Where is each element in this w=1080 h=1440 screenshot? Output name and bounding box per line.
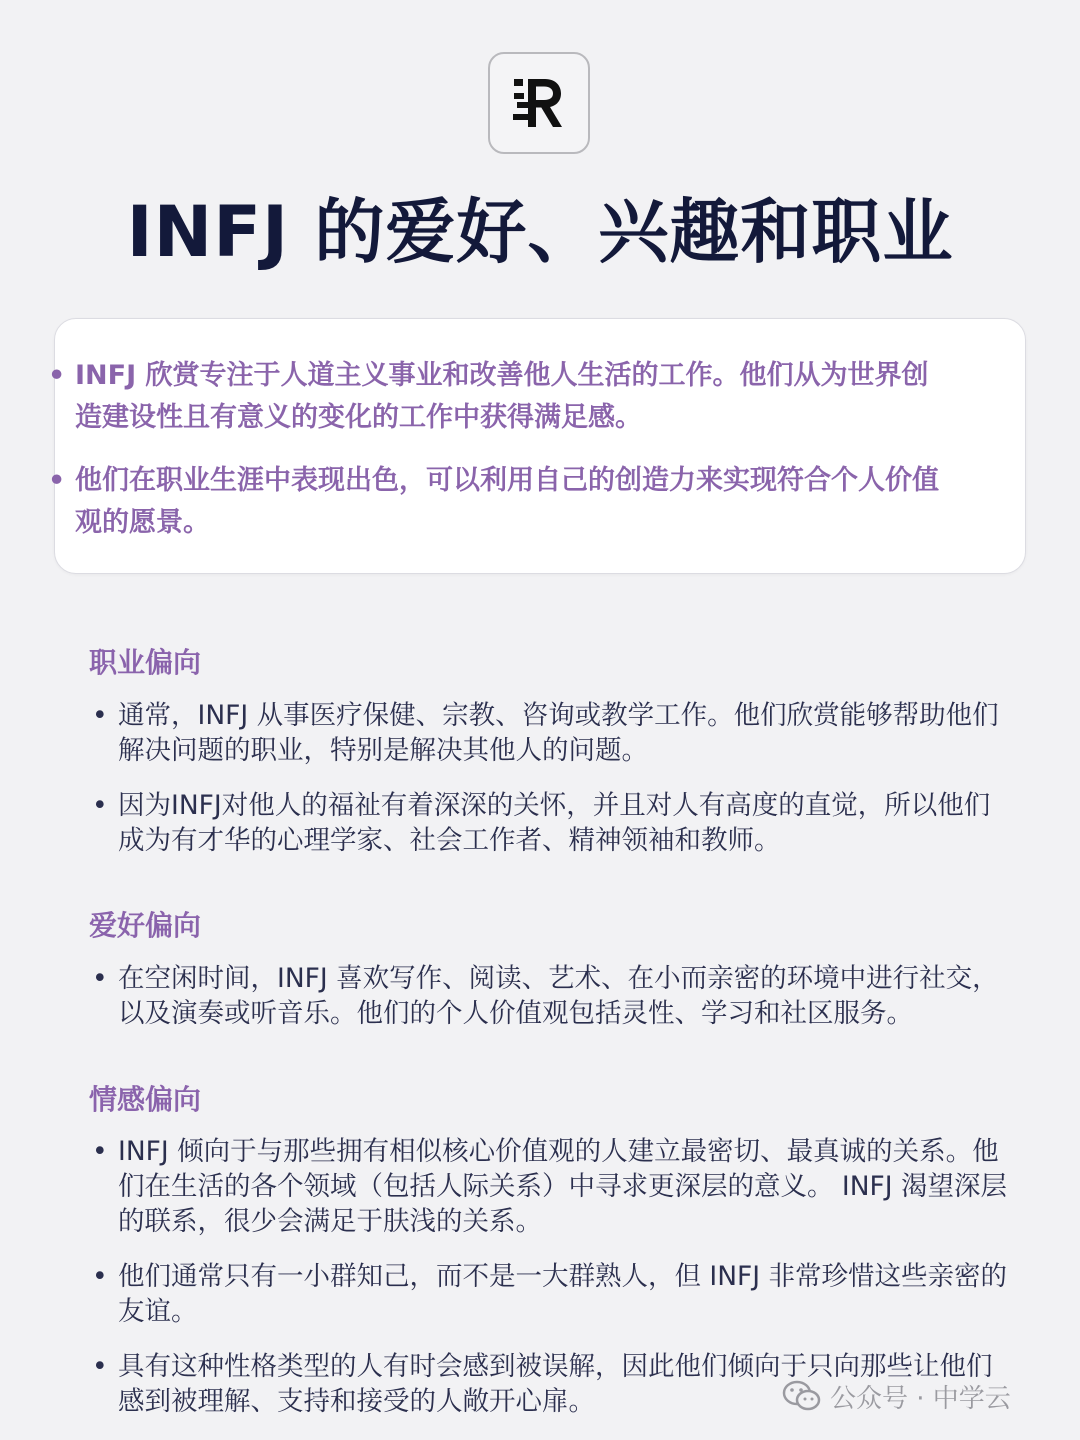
section-title-emotion: 情感偏向 [89,1083,202,1116]
list-item [92,961,1008,1031]
brand-logo [488,52,590,154]
wechat-icon [782,1379,822,1413]
bullet-dot: • [92,1261,108,1292]
watermark [782,1376,1011,1416]
list-item [92,1259,1008,1329]
summary-item-text: INFJ 欣赏专注于人道主义事业和改善他人生活的工作。他们从为世界创造建设性且有意义的变化的工作中获得满足感。 [75,360,929,433]
bullet-dot: • [48,465,66,496]
section-title-career: 职业偏向 [89,646,202,679]
list-item-text: 因为INFJ对他人的福祉有着深深的关怀，并且对人有高度的直觉，所以他们成为有才华的心理学家、社会工作者、精神领袖和教师。 [118,790,991,856]
R-logo-icon [510,74,568,132]
summary-item [48,355,955,439]
bullet-dot: • [92,1136,108,1167]
bullet-dot: • [92,700,108,731]
list-item-text: 他们通常只有一小群知己，而不是一大群熟人，但 INFJ 非常珍惜这些亲密的友谊。 [118,1261,1008,1327]
bullet-dot: • [92,963,108,994]
bullet-dot: • [92,790,108,821]
list-item-text: 具有这种性格类型的人有时会感到被误解，因此他们倾向于只向那些让他们感到被理解、支持和接受的人敞开心扉。 [118,1351,993,1417]
watermark-text: 公众号 · 中学云 [830,1383,1011,1414]
list-item [92,788,1008,858]
section-title-hobby: 爱好偏向 [89,909,202,942]
list-item-text: 在空闲时间，INFJ 喜欢写作、阅读、艺术、在小而亲密的环境中进行社交，以及演奏或听音乐。他们的个人价值观包括灵性、学习和社区服务。 [118,963,999,1029]
list-item-text: 通常，INFJ 从事医疗保健、宗教、咨询或教学工作。他们欣赏能够帮助他们解决问题的职业，特别是解决其他人的问题。 [118,700,999,766]
page-title: INFJ 的爱好、兴趣和职业 [126,191,954,273]
list-item [92,698,1008,768]
list-item-text: INFJ 倾向于与那些拥有相似核心价值观的人建立最密切、最真诚的关系。他们在生活的各个领域（包括人际关系）中寻求更深层的意义。 INFJ 渴望深层的联系，很少会满足于肤浅的关系。 [118,1136,1008,1237]
summary-item-text: 他们在职业生涯中表现出色，可以利用自己的创造力来实现符合个人价值观的愿景。 [75,465,939,538]
list-item [92,1134,1008,1239]
bullet-dot: • [92,1351,108,1382]
summary-item [48,460,955,544]
bullet-dot: • [48,360,66,391]
